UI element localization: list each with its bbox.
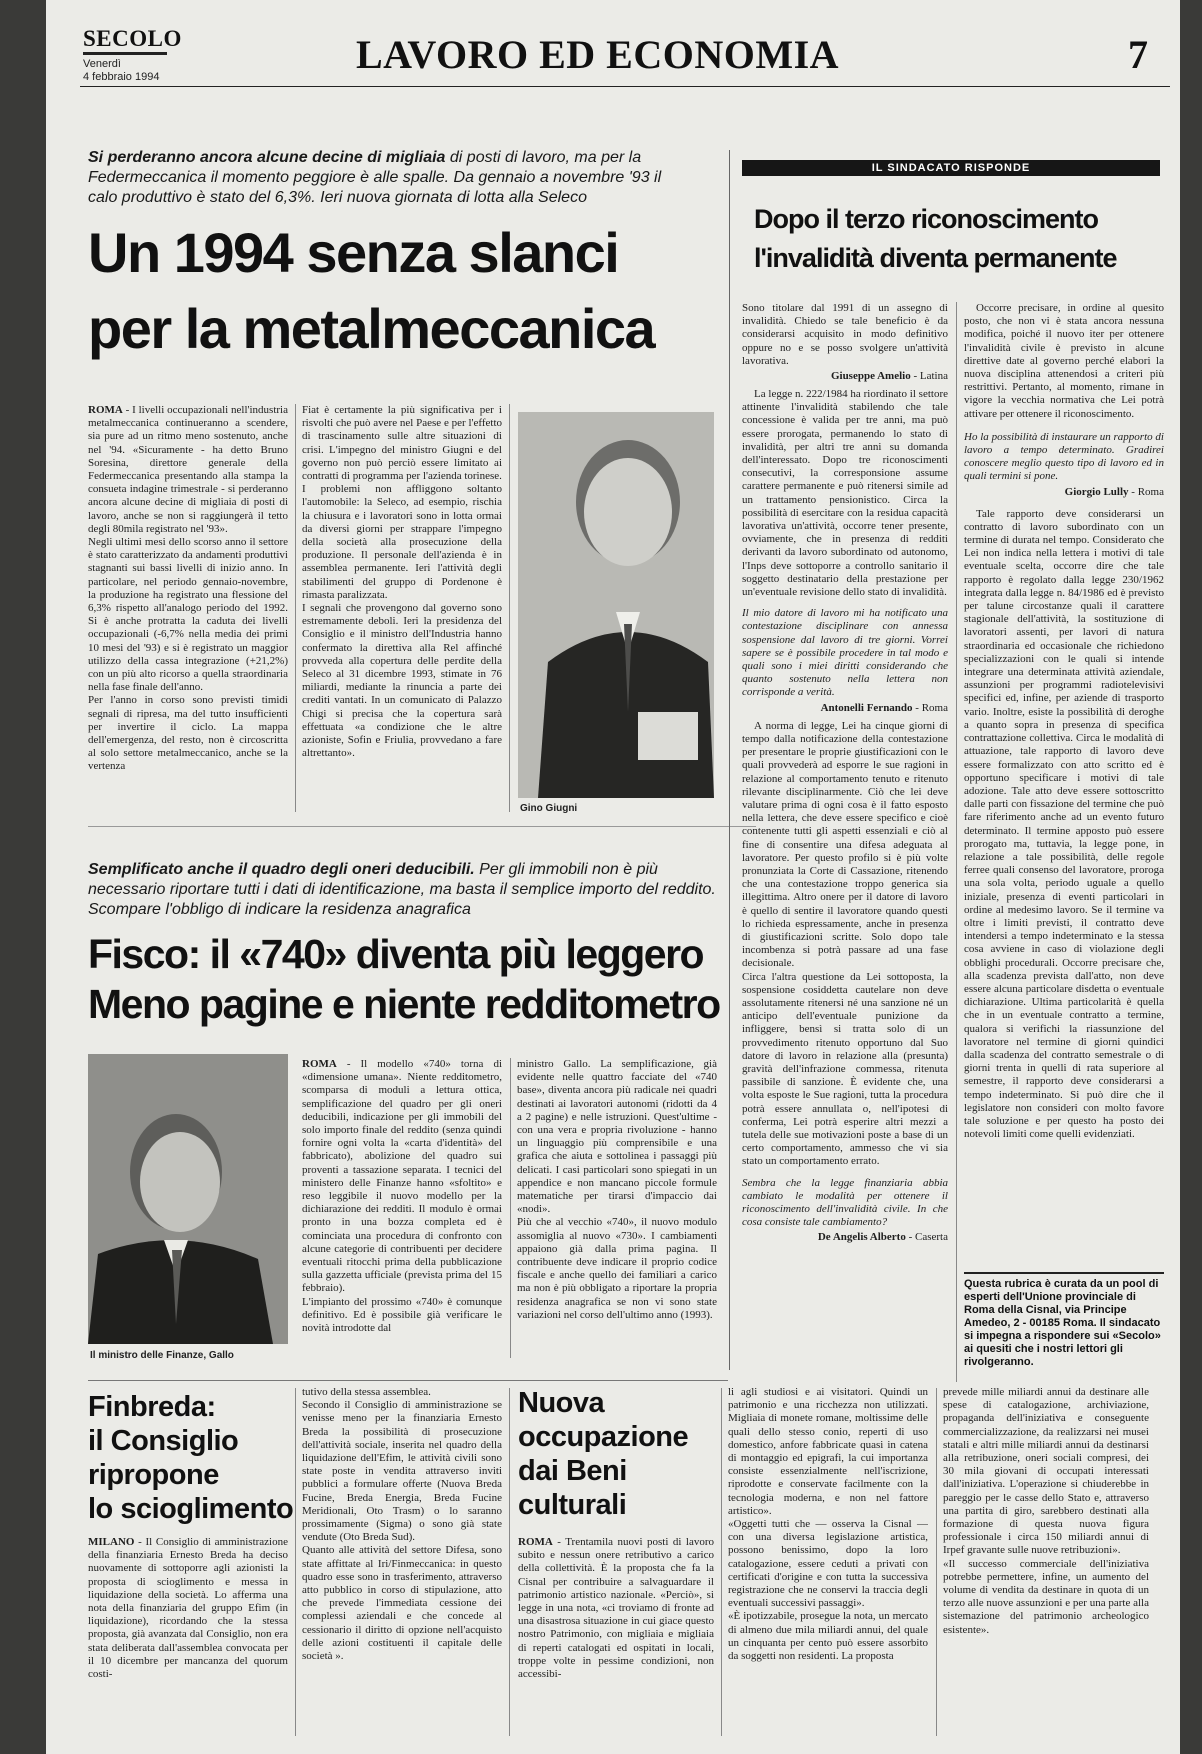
beni-headline-line3: dai Beni — [518, 1455, 627, 1487]
question-1: Sono titolare dal 1991 di un assegno di invalidità. Chiedo se tale beneficio è da considerarsi acquisito in modo definitivo oppure no e se posso svolgere un'attività lavorativa. — [742, 302, 948, 367]
finbreda-col-divider — [295, 1388, 296, 1736]
article2-kicker-bold: Semplificato anche il quadro degli oneri deducibili. — [88, 861, 475, 878]
beni-col1 — [518, 1536, 714, 1736]
article1-headline-line1: Un 1994 senza slanci — [88, 221, 619, 284]
column-divider-right — [729, 150, 730, 1370]
article1-kicker — [88, 148, 683, 208]
article2-headline-line1: Fisco: il «740» diventa più leggero — [88, 931, 704, 977]
photo-gino-giugni — [518, 412, 714, 798]
newspaper-page — [46, 0, 1180, 1754]
question-1-signature: Giuseppe Amelio - Latina — [830, 370, 948, 383]
article1-col-divider-1 — [295, 404, 296, 812]
sindacato-col-divider — [956, 302, 957, 1382]
beni-headline — [518, 1386, 688, 1522]
footer-rule — [964, 1272, 1164, 1274]
question-2-signature: Antonelli Fernando - Roma — [820, 701, 948, 714]
question-3-city: Caserta — [915, 1231, 948, 1244]
finbreda-dateline: MILANO — [88, 1536, 135, 1548]
question-1-name: Giuseppe Amelio — [830, 370, 911, 383]
article1-photo-caption: Gino Giugni — [520, 803, 578, 814]
sindacato-col2 — [964, 302, 1164, 1392]
article1-kicker-rest: di posti di lavoro, ma per la Federmeccanica il momento peggiore è alle spalle. Da gennaio a novembre '93 il calo produttivo è stato del 6,3%. Ieri nuova giornata di lotta alla Seleco — [88, 149, 662, 206]
beni-col-divider-2 — [936, 1388, 937, 1736]
beni-col2: li agli studiosi e ai visitatori. Quindi un patrimonio e una ricchezza non utilizzati. Migliaia di monete romane, moltissime delle quali dello stesso conio, reperti di uso domestico, anfore fabbricate quasi in catena di montaggio ed epigrafi, la cui importanza consiste essenzialmente nell'iscrizione, riprodotte e conservate facilmente con la tecnologia moderna, e non nel fattore artistico». «Oggetti tutti che — osserva la Cisnal — con una diversa legislazione artistica, possono benissimo, dopo la loro catalogazione, essere ceduti a privati con certificati d'origine e con tutta la successiva registrazione che ne conservi la traccia degli eventuali successivi passaggi». «È ipotizzabile, prosegue la nota, un mercato di almeno due mila miliardi annui, del quale un cinquanta per cento può essere assorbito da soggetti non residenti. La proposta — [728, 1386, 928, 1663]
article1-col2: Fiat è certamente la più significativa per i risvolti che può avere nel Paese e per l'effetto di trascinamento sulle altre situazioni di crisi. L'impegno del ministro Giugni e del governo non può perciò essere limitato ai contratti di programma per l'azienda torinese. I problemi non affliggono soltanto l'automobile: la Seleco, ad esempio, rischia la chiusura e i lavoratori sono in lotta ormai da diversi giorni per strappare l'impegno della società alla prosecuzione della produzione. Il personale dell'azienda è in assemblea permanente. Ieri l'attività degli stabilimenti del gruppo di Pordenone è rimasta paralizzata. I segnali che provengono dal governo sono estremamente deboli. Ieri la presidenza del Consiglio e il ministro dell'Industria hanno confermato la direttiva alla Rel affinché provveda alla copertura delle perdite della Seleco al 31 dicembre 1993, stimate in 76 miliardi, mediante la rinuncia a parte dei crediti vantati. In un comunicato di Palazzo Chigi si precisa che la copertura sarà effettuata «a condizione che le altre azioniste, Sofin e Friulia, provvedano a fare altrettanto». — [302, 404, 502, 760]
finbreda-headline-line1: Finbreda: — [88, 1391, 216, 1423]
article2-headline-line2: Meno pagine e niente redditometro — [88, 981, 720, 1027]
question-2-name: Antonelli Fernando — [820, 701, 913, 714]
question-2-city: Roma — [921, 701, 948, 714]
paper-name: SECOLO — [83, 26, 182, 51]
article1-col1 — [88, 404, 288, 812]
question-4: Ho la possibilità di instaurare un rapporto di lavoro a tempo determinato. Gradirei conoscere meglio questo tipo di lavoro ed in quali termini si pone. — [964, 430, 1164, 483]
sindacato-headline-line1: Dopo il terzo riconoscimento — [754, 204, 1099, 234]
header-rule — [80, 86, 1170, 87]
question-2: Il mio datore di lavoro mi ha notificato una contestazione disciplinare con annessa sospensione dal lavoro di tre giorni. Vorrei sapere se è possibile procedere in tal modo e quali sono i miei diritti considerando che quanto sostenuto nella lettera non corrisponde a verità. — [742, 607, 948, 699]
finbreda-beni-divider — [509, 1388, 510, 1736]
portrait-illustration — [518, 412, 714, 798]
question-4-name: Giorgio Lully — [1064, 485, 1129, 498]
page-number: 7 — [1128, 32, 1148, 77]
masthead-underline — [83, 52, 167, 55]
answer-2: A norma di legge, Lei ha cinque giorni di tempo dalla notificazione della contestazione per presentare le proprie giustificazioni con le quali provvederà ad esporre le sue ragioni in relazione al comportamento tenuto e ritenuto rilevante disciplinarmente. Ciò che lei deve valutare prima di ogni cosa è il fatto esposto nella lettera, che deve essere specifico e cioè contenente tutti gli aspetti essenziali e ciò al fine di consentire una difesa adeguata al lavoratore. Per questo profilo si è più volte pronunziata la Corte di Cassazione, ritenendo che una contestazione troppo generica sia illegittima. Altro onere per il datore di lavoro è quello di sentire il lavoratore quando questi lo richieda espressamente, anche in presenza di giustificazioni scritte. Solo dopo tale incombenza si potrà passare ad una fase decisionale. Circa l'altra questione da Lei sottoposta, la sospensione cosiddetta cautelare non deve assolutamente ritenersi né una sanzione né un anticipo dell'eventuale punizione da infliggere, bensì si tratta solo di un provvedimento ritenuto opportuno dal Suo datore di lavoro in relazione alla (presunta) gravità dell'infrazione commessa, ritenuta passibile di sanzione. È evidente che, una volta esposte le Sue ragioni, tutta la procedura potrà essere annullata o, nell'ipotesi di conferma, Lei potrà esperire altri mezzi a tutela delle sue motivazioni poste a base di un certo comportamento, ammesso che vi sia stato un comportamento errato. — [742, 719, 948, 1168]
question-1-city: Latina — [919, 370, 948, 383]
beni-headline-line4: culturali — [518, 1489, 627, 1521]
article1-headline-line2: per la metalmeccanica — [88, 297, 655, 360]
article1-bottom-rule — [88, 826, 756, 827]
beni-col3: prevede mille miliardi annui da destinare alle spese di catalogazione, archiviazione, propaganda dell'iniziativa e conseguente commercializzazione, da realizzarsi nei musei statali e altri mille miliardi annui da destinarsi alla retribuzione, oneri sociali compresi, dei 30 mila giovani di occupati interessati dall'iniziativa. L'operazione si chiuderebbe in pareggio per le casse dello Stato e, attraverso una partita di giro, sarebbero destinati alla formazione di questa nuova figura professionale i circa 150 miliardi annui di Irpef gravante sulle nuove retribuzioni». «Il successo commerciale dell'iniziativa potrebbe permettere, infine, un aumento del volume di vendita da destinare in quota di un terzo alle nuove assunzioni e per una parte alla sistemazione del patrimonio archeologico esistente». — [943, 1386, 1149, 1636]
portrait-illustration-2 — [88, 1054, 288, 1344]
finbreda-headline-line3: ripropone — [88, 1459, 219, 1491]
question-3: Sembra che la legge finanziaria abbia cambiato le modalità per ottenere il riconoscimento dell'invalidità civile. In che cosa consiste tale cambiamento? — [742, 1176, 948, 1229]
question-3-signature: De Angelis Alberto - Caserta — [817, 1231, 948, 1244]
article2-kicker-rest: Per gli immobili non è più necessario riportare tutti i dati di identificazione, ma basta il semplice importo del reddito. Scompare l'obbligo di indicare la residenza anagrafica — [88, 861, 716, 918]
article2-col-divider — [510, 1058, 511, 1358]
finbreda-headline — [88, 1390, 293, 1526]
finbreda-headline-line2: il Consiglio — [88, 1425, 239, 1457]
finbreda-col1-text: - Il Consiglio di amministrazione della finanziaria Ernesto Breda ha deciso nuovamente di sottoporre agli azionisti la proposta di scioglimento e messa in liquidazione della società. Lo afferma una nota della finanziaria del gruppo Efim (in liquidazione), ricordando che la stessa proposta, già avanzata dal Consiglio, non era stata deliberata dall'assemblea convocata per il 10 dicembre per mancanza del quorum costi- — [88, 1536, 288, 1681]
question-3-name: De Angelis Alberto — [817, 1231, 906, 1244]
photo-minister-gallo — [88, 1054, 288, 1344]
answer-1: La legge n. 222/1984 ha riordinato il settore attinente l'invalidità stabilendo che tale concessione è valida per tre anni, ma può essere prorogata, permanendo lo stato di invalidità, per altri tre anni su domanda dell'interessato. Dopo tre riconoscimenti consecutivi, la corresponsione assume carattere permanente e può ritenersi simile ad un trattamento pensionistico. Circa la possibilità di esercitare con la residua capacità lavorativa un'attività, occorre tener presente, ovviamente, che in presenza di redditi derivanti da lavoro subordinato od autonomo, l'Inps deve sottoporre a controllo sanitario il soggetto destinatario della prestazione per un'eventuale revisione dello stato di invalidità. — [742, 388, 948, 599]
finbreda-col2: tutivo della stessa assemblea. Secondo il Consiglio di amministrazione se venisse meno per la finanziaria Ernesto Breda la possibilità di prosecuzione dell'attività sociale, inserita nel quadro della liquidazione dell'Efim, le attività civili sono state poste in vendita attraverso inviti pubblici a formulare offerte (Nuova Breda Fucine, Breda Energia, Breda Fucine Meridionali, Oto Trasm) o lo saranno prossimamente (Sigma) o sono già state vendute (Oto Breda Sud). Quanto alle attività del settore Difesa, sono state affittate al Iri/Finmeccanica: in questo quadro esse sono in trasferimento, attraverso atto pubblico in corso di stipulazione, atto che prevede l'immediata cessione dei complessi aziendali e che concede al cessionario il diritto di opzione nell'acquisto delle azioni costituenti il capitale delle società ». — [302, 1386, 502, 1663]
article1-col1-text: - I livelli occupazionali nell'industria metalmeccanica continueranno a scendere, sia pure ad un ritmo meno sostenuto, anche nel '94. «Sicuramente - ha detto Bruno Soresina, direttore generale della Federmeccanica presentando alla stampa la consueta indagine trimestrale - si perderanno ancora alcune decine di migliaia di posti di lavoro, anche se non si raggiungerà il tetto degli 80mila registrato nel '93». Negli ultimi mesi dello scorso anno il settore è stato caratterizzato da andamenti produttivi stagnanti sui bassi livelli di inizio anno. In particolare, nel periodo gennaio-novembre, la produzione ha registrato una flessione del 6,3% rispetto all'analogo periodo del 1992. Si è anche protratta la caduta dei livelli occupazionali (-6,7% nella media dei primi 10 mesi del '93) e si è registrato un maggior utilizzo della cassa integrazione (+21,2%) con un più alto ricorso a quella straordinaria nella fase finale dell'anno. Per l'anno in corso sono previsti timidi segnali di ripresa, ma del tutto insufficienti per invertire il ciclo. La mappa dell'emergenza, del resto, non è circoscritta al solo settore metalmeccanico, anche se la vertenza — [88, 404, 288, 773]
article1-kicker-bold: Si perderanno ancora alcune decine di migliaia — [88, 149, 446, 166]
article2-photo-caption: Il ministro delle Finanze, Gallo — [90, 1350, 234, 1361]
sindacato-rubric-bar: IL SINDACATO RISPONDE — [742, 160, 1160, 176]
issue-day: Venerdì — [83, 58, 121, 70]
beni-col-divider-1 — [721, 1388, 722, 1736]
article2-col1-text: - Il modello «740» torna di «dimensione umana». Niente redditometro, scomparsa di moduli a lettura ottica, semplificazione del quadro per gli oneri deducibili, indicazione per gli immobili del solo importo finale del reddito (senza quindi fornire ogni volta la «carta d'identità» del fabbricato), abolizione del quadro sui proventi a tassazione separata. I tecnici del ministero delle Finanze hanno «sfoltito» e reso leggibile il nuovo modello per la dichiarazione dei redditi. Il modulo è ormai pronto in una bozza completa ed è cominciata una procedura di confronto con alcune categorie di contribuenti per decidere eventuali ritocchi prima della pubblicazione sulla gazzetta ufficiale (prevista prima del 15 febbraio). L'impianto del prossimo «740» è comunque definitivo. Ed è possibile già verificare le novità introdotte dal — [302, 1058, 502, 1335]
answer-3: Occorre precisare, in ordine al quesito posto, che non vi è stata ancora nessuna modifica, poiché il nuovo iter per ottenere l'invalidità civile è previsto in alcune direttive date al governo perché elabori la nuova disciplina attenendosi a criteri più restrittivi. Pertanto, al momento, rimane in vigore la vecchia normativa che Lei potrà attivare per ottenere il riconoscimento. — [964, 302, 1164, 420]
article2-col2: ministro Gallo. La semplificazione, già evidente nelle quattro facciate del «740 base», diventa ancora più radicale nei quadri destinati ai lavoratori autonomi (ridotti da 4 a 2 pagine) e nelle istruzioni. Quest'ultime - con una vera e propria rivoluzione - hanno un linguaggio più comprensibile e una grafica che aiuta e sottolinea i passaggi più delicati. I casi particolari sono spiegati in un appendice e non mancano piccole formule matematiche per tirarsi d'impaccio dai «nodi». Più che al vecchio «740», il nuovo modulo assomiglia al nuovo «730». I cambiamenti appaiono già dalla prima pagina. Il contribuente deve indicare il proprio codice fiscale e anche quello dei familiari a carico ma non è più obbligato a riportare la propria residenza anagrafica se non vi sono state variazioni nel corso dell'ultimo anno (1993). — [517, 1058, 717, 1321]
beni-dateline: ROMA — [518, 1536, 553, 1548]
article2-dateline: ROMA — [302, 1058, 337, 1070]
bottom-section-rule — [88, 1380, 728, 1381]
question-4-signature: Giorgio Lully - Roma — [1064, 485, 1164, 498]
question-4-city: Roma — [1137, 485, 1164, 498]
article2-kicker — [88, 860, 728, 920]
article1-dateline: ROMA — [88, 404, 123, 416]
sindacato-headline-line2: l'invalidità diventa permanente — [754, 243, 1117, 273]
issue-date: 4 febbraio 1994 — [83, 71, 160, 83]
article2-col1 — [302, 1058, 502, 1358]
article1-col-divider-2 — [509, 404, 510, 812]
beni-headline-line2: occupazione — [518, 1421, 689, 1453]
sindacato-col1 — [742, 302, 948, 1392]
beni-col1-text: - Trentamila nuovi posti di lavoro subito e nessun onere retributivo a carico della collettività. È la proposta che fa la Cisnal per contribuire a salvaguardare il patrimonio artistico nazionale. «Perciò», si legge in una nota, «ci troviamo di fronte ad una disastrosa situazione in cui giace questo nostro Patrimonio, con migliaia e migliaia di reperti catalogati ed ospitati in locali, troppe volte in pessime condizioni, non accessibi- — [518, 1536, 714, 1681]
finbreda-col1 — [88, 1536, 288, 1736]
section-title: LAVORO ED ECONOMIA — [356, 32, 840, 77]
answer-4: Tale rapporto deve considerarsi un contratto di lavoro subordinato con un termine di durata nel tempo. Considerato che Lei non indica nella lettera i motivi di tale eventuale scelta, occorre dire che tale rapporto è regolato dalla legge 230/1962 integrata dalla legge n. 84/1986 ed è previsto per talune circostanze quali il carattere stagionale dell'attività, la sostituzione di lavoratori assenti, per lavori di natura straordinaria ed occasionale che richiedono specializzazioni con le quali si intende integrare una determinata attività aziendale, assunzioni per programmi radiotelevisivi specifici ed, infine, per aziende di trasporto vario. Inoltre, esiste la possibilità di deroghe a quanto sopra in presenza di specifica contrattazione collettiva. Circa le modalità di attuazione, tale rapporto di lavoro deve essere formalizzato con atto scritto ed è opportuno specificare i motivi di tale adozione. Tale atto deve essere sottoscritto dalle parti con fissazione del termine che può fare riferimento anche ad un evento futuro determinato. Il termine apposto può essere prorogato ma, tuttavia, la legge pone, in relazione a tale possibilità, delle regole ferree quali consenso del lavoratore, proroga una sola volta, periodo uguale a quello iniziale, presenza di eventi particolari in ordine al medesimo lavoro. Se il termine va oltre i limiti previsti, il contratto deve intendersi a tempo indeterminato e la stessa cosa avviene in caso di violazione degli obblighi procedurali. Occorre precisare che, alla scadenza prevista dall'atto, non deve essere alcuna particolare disdetta o eventuale dichiarazione. Ultima particolarità è quella che in un eventuale contratto a termine, qualora si verifichi la riassunzione del lavoratore nel termine di giorni quindici dalla scadenza del contratto semestrale o di giorni trenta in quelli di rata superiore al semestre, il rapporto deve considerarsi a tempo indeterminato. Si può dire che il legislatore non consideri con molto favore tale soluzione e per questo ha posto dei notevoli limiti come quelli evidenziati. — [964, 507, 1164, 1141]
sindacato-footer-note: Questa rubrica è curata da un pool di esperti dell'Unione provinciale di Roma della Cisnal, via Principe Amedeo, 2 - 00185 Roma. Il sindacato si impegna a rispondere sui «Secolo» ai quesiti che i nostri lettori gli rivolgeranno. — [964, 1277, 1161, 1368]
beni-headline-line1: Nuova — [518, 1387, 605, 1419]
finbreda-headline-line4: lo scioglimento — [88, 1493, 294, 1525]
